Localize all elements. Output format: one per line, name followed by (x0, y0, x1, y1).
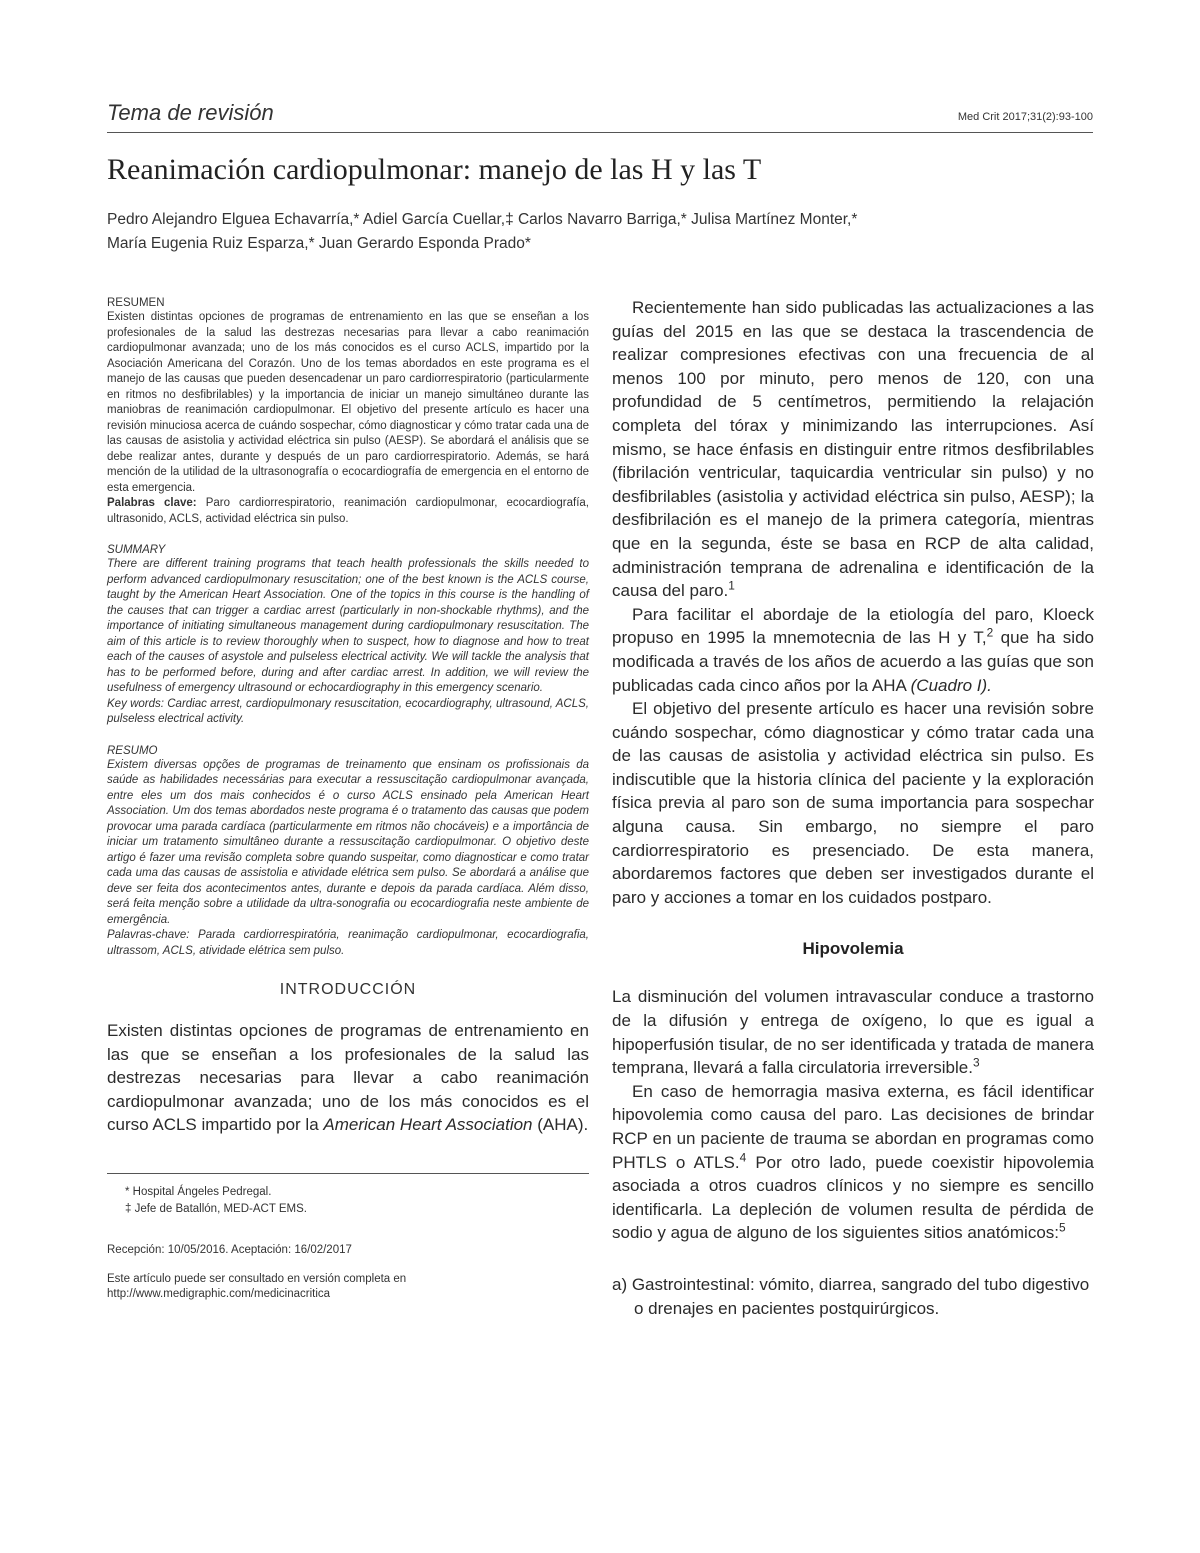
footnote-1: * Hospital Ángeles Pedregal. (125, 1185, 272, 1198)
aha-name: American Heart Association (323, 1115, 533, 1135)
keywords-label: Palabras clave: (107, 497, 197, 509)
keywords-text: Paro cardiorrespiratorio, reanimación cardiopulmonar, ecocardiografía, ultrasonido, ACLS, actividad eléctrica sin pulso. (107, 497, 589, 525)
left-column (107, 296, 589, 1302)
resumen-text: Existen distintas opciones de programas de entrenamiento en las que se enseñan a los profesionales de la salud las destrezas necesarias para llevar a cabo reanimación cardiopulmonar avanzada; uno de los más conocidos es el curso ACLS, impartido por la Asociación Americana del Corazón. Uno de los temas abordados en este programa es el manejo de las causas que pueden desencadenar un paro cardiorrespiratorio (particularmente en ritmos no desfibrilables) y la importancia de iniciar un manejo simultáneo durante las maniobras de reanimación cardiopulmonar. El objetivo del presente artículo es hacer una revisión minuciosa acerca de cuándo sospechar, cómo diagnosticar y cómo tratar cada una de las causas de asistolia y actividad eléctrica sin pulso (AESP). Se abordará el análisis que se debe realizar antes, durante y después de un paro cardiorrespiratorio. Además, se hará mención de la utilidad de la ultrasonografía o ecocardiografía de emergencia en el entorno de esta emergencia. (107, 311, 589, 494)
paragraph-3: El objetivo del presente artículo es hacer una revisión sobre cuándo sospechar, cómo diagnosticar y cómo tratar cada una de las causas de asistolia y actividad eléctrica sin pulso. Es indiscutible que la historia clínica del paciente y la exploración física previa al paro son de suma importancia para sospechar alguna causa. Sin embargo, no siempre el paro cardiorrespiratorio es presenciado. De esta manera, abordaremos factores que deben ser investigados durante el paro y acciones a tomar en los cuidados postparo. (612, 699, 1094, 907)
resumen-keywords (107, 496, 589, 527)
resumo-keywords: Palavras-chave: Parada cardiorrespiratória, reanimação cardiopulmonar, ecocardiografia, ultrassom, ACLS, atividade elétrica sem pulso. (107, 929, 589, 957)
affiliation-footnotes (125, 1184, 589, 1218)
resumen-heading: RESUMEN (107, 297, 165, 309)
ref-3: 3 (972, 1055, 980, 1070)
paragraph-2: Para facilitar el abordaje de la etiología del paro, Kloeck propuso en 1995 la mnemotecnia de las H y T,$^2$ que ha sido modificada a través de los años de acuerdo a las guías que son publicadas cada cinco años por la AHA (Cuadro I). (612, 604, 1094, 695)
ref-1: 1 (728, 578, 735, 593)
section-label: Tema de revisión (107, 100, 274, 125)
intro-heading: INTRODUCCIÓN (279, 981, 417, 998)
summary-keywords: Key words: Cardiac arrest, cardiopulmonary resuscitation, ecocardiography, ultrasound, ACLS, pulseless electrical activity. (107, 697, 589, 725)
paragraph-4: La disminución del volumen intravascular conduce a trastorno de la difusión y entrega de oxígeno, lo que es igual a hipoperfusión tisular, de no ser identificada y tratada de manera temprana, llevará a falla circulatoria irreversible.$^3$ (612, 987, 1094, 1078)
paragraph-5: En caso de hemorragia masiva externa, es fácil identificar hipovolemia como causa del paro. Las decisiones de brindar RCP en un paciente de trauma se abordan en programas como PHTLS o ATLS.$^4$ Por otro lado, puede coexistir hipovolemia asociada a otros cuadros clínicos y no siempre es sencillo identificarla. La depleción de volumen resulta de pérdida de sodio y agua de alguno de los siguientes sitios anatómicos:$^5$ (612, 1081, 1095, 1243)
authors-line-2: María Eugenia Ruiz Esparza,* Juan Gerardo Esponda Prado* (107, 235, 531, 252)
header-divider (107, 132, 1093, 133)
section-heading-hipovolemia: Hipovolemia (802, 939, 904, 959)
paragraph-1: Recientemente han sido publicadas las actualizaciones a las guías del 2015 en las que se destaca la trascendencia de realizar compresiones efectivas con una frecuencia de al menos 100 por minuto, pero menos de 120, con una profundidad de 5 centímetros, permitiendo la relajación completa del tórax y minimizando las interrupciones. Así mismo, se hace énfasis en distinguir entre ritmos desfibrilables (fibrilación ventricular, taquicardia ventricular sin pulso) y no desfibrilables (asistolia y actividad eléctrica sin pulso, AESP); la desfibrilación es el manejo de la primera categoría, mientras que en la segunda, éste se basa en RCP de alta calidad, administración temprana de adrenalina e identificación de la causa del paro.$^1$ (612, 298, 1094, 601)
article-title: Reanimación cardiopulmonar: manejo de las H y las T (107, 153, 762, 186)
table-reference: (Cuadro I). (910, 675, 992, 695)
resumo-text: Existem diversas opções de programas de treinamento que ensinam os profissionais da saúde as habilidades necessárias para executar a ressuscitação cardiopulmonar avançada, entre eles um dos mais conhecidos é o curso ACLS ensinado pela American Heart Association. Um dos temas abordados neste programa é o tratamento das causas que podem provocar uma parada cardíaca (particularmente em ritmos não chocáveis) e a importância de iniciar um tratamento simultâneo durante a ressuscitação cardiopulmonar. O objetivo deste artigo é fazer uma revisão completa sobre quando suspeitar, como diagnosticar e como tratar cada uma das causas de assistolia e atividade elétrica sem pulso. Se abordará a análise que deve ser feita dos acontecimentos antes, durante e depois da parada cardíaca. Além disso, será feita menção sobre a utilidade da ultra-sonografia ou ecocardiografia neste ambiente de emergência. (107, 758, 589, 926)
ref-2: 2 (986, 625, 994, 640)
authors-line-1: Pedro Alejandro Elguea Echavarría,* Adiel García Cuellar,‡ Carlos Navarro Barriga,* Julisa Martínez Monter,* (107, 211, 858, 228)
received-dates: Recepción: 10/05/2016. Aceptación: 16/02/2017 (107, 1243, 352, 1256)
journal-link[interactable]: http://www.medigraphic.com/medicinacritica (107, 1287, 331, 1300)
resumo-heading: RESUMO (107, 744, 158, 757)
footnote-divider (107, 1173, 589, 1174)
ref-4: 4 (739, 1149, 747, 1164)
right-column (612, 296, 1094, 1320)
intro-paragraph: Existen distintas opciones de programas de entrenamiento en las que se enseñan a los profesionales de la salud las destrezas necesarias para llevar a cabo reanimación cardiopulmonar avanzada; uno de los más conocidos es el curso ACLS impartido por la American Heart Association (AHA). (107, 1021, 589, 1135)
author-list (107, 208, 1107, 256)
footnote-2: ‡ Jefe de Batallón, MED-ACT EMS. (125, 1202, 307, 1215)
journal-citation: Med Crit 2017;31(2):93-100 (957, 111, 1093, 123)
availability-note: Este artículo puede ser consultado en versión completa en http://www.medigraphic.com/medicinacritica (107, 1272, 407, 1300)
summary-heading: SUMMARY (107, 544, 166, 556)
ref-5: 5 (1059, 1220, 1066, 1235)
summary-text: There are different training programs that teach health professionals the skills needed to perform advanced cardiopulmonary resuscitation; one of the best known is the ACLS course, taught by the American Heart Association. One of the topics in this course is the handling of the causes that can trigger a cardiac arrest (particularly in non-shockable rhythms), and the importance of initiating simultaneous management during cardiopulmonary resuscitation. The aim of this article is to review thoroughly when to suspect, how to diagnose and how to treat each of the causes of asystole and pulseless electrical activity. We will tackle the analysis that has to be performed before, during and after cardiac arrest. In addition, we will review the usefulness of emergency ultrasound or echocardiography in this emergency scenario. (107, 558, 589, 694)
list-item-a: a) Gastrointestinal: vómito, diarrea, sangrado del tubo digestivo o drenajes en pacientes postquirúrgicos. (612, 1274, 1090, 1318)
